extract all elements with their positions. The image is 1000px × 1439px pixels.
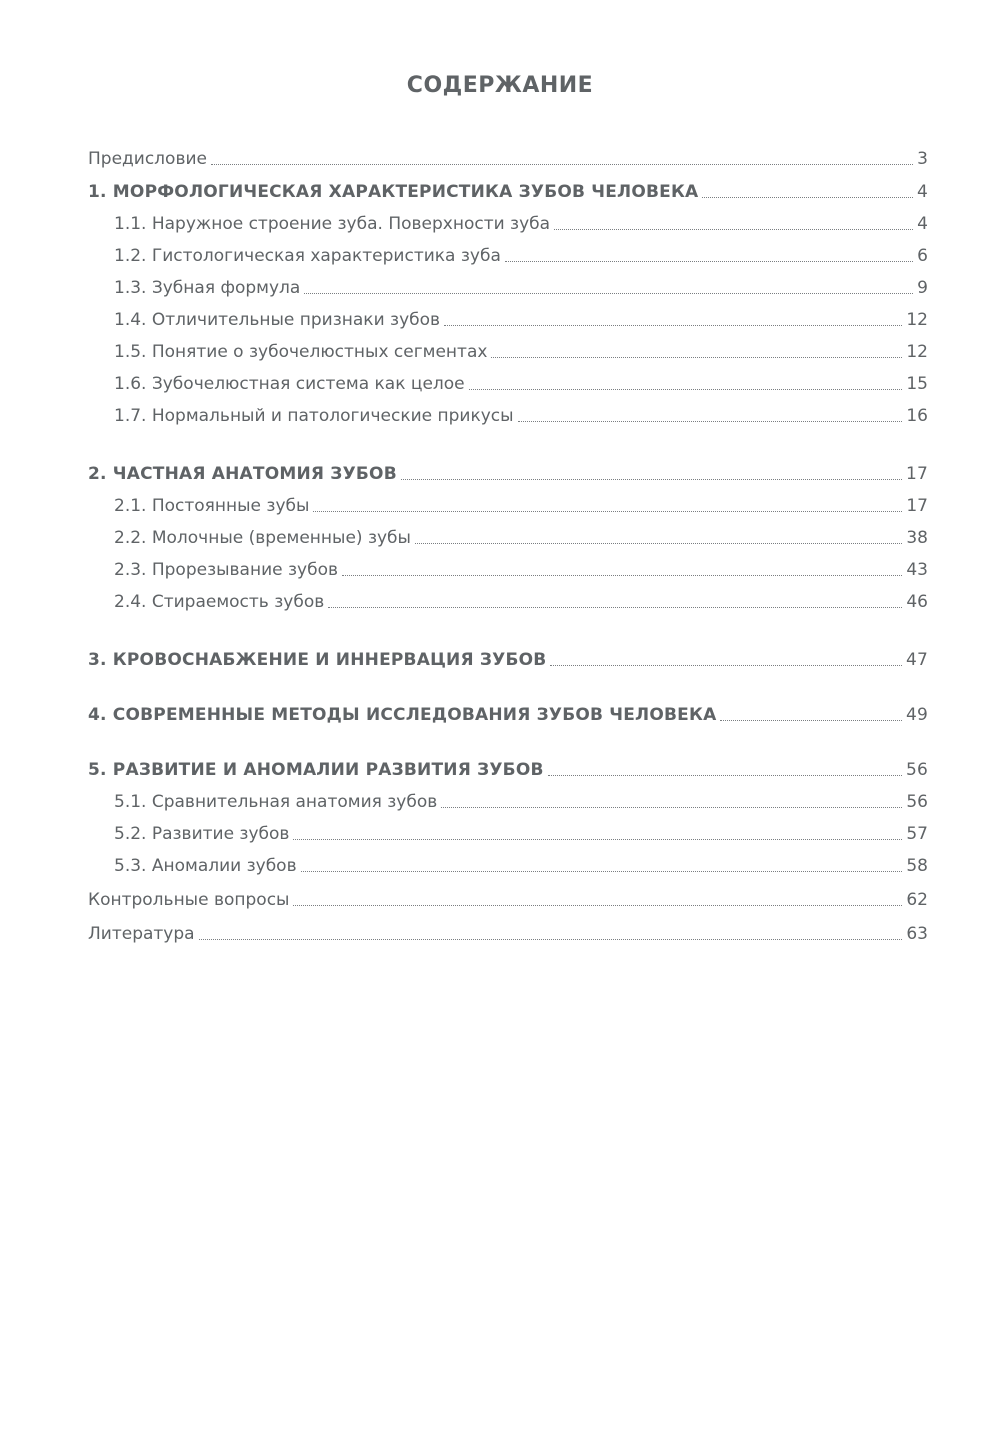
dot-leader: [491, 357, 902, 358]
dot-leader: [293, 905, 902, 906]
toc-entry-page: 47: [905, 650, 928, 670]
toc-entry-page: 56: [905, 760, 928, 780]
toc-entry-page: 12: [906, 342, 928, 362]
toc-entry-label: 1.4. Отличительные признаки зубов: [114, 310, 441, 330]
toc-entry-label: Литература: [88, 924, 195, 944]
dot-leader: [415, 543, 902, 544]
toc-entry-label: Контрольные вопросы: [88, 890, 290, 910]
toc-entry-label: 1. МОРФОЛОГИЧЕСКАЯ ХАРАКТЕРИСТИКА ЗУБОВ ЧЕЛОВЕКА: [88, 182, 699, 202]
toc-entry-page: 46: [906, 592, 928, 612]
toc-entry-page: 3: [917, 149, 928, 169]
dot-leader: [199, 939, 903, 940]
toc-entry-page: 38: [906, 528, 928, 548]
toc-entry-section-2-3[interactable]: [114, 555, 928, 581]
dot-leader: [441, 807, 902, 808]
dot-leader: [505, 261, 913, 262]
toc-entry-chapter-2[interactable]: [88, 459, 928, 485]
dot-leader: [550, 665, 902, 666]
toc-entry-label: 1.2. Гистологическая характеристика зуба: [114, 246, 501, 266]
toc-entry-section-1-1[interactable]: [114, 209, 928, 235]
toc-entry-label: 1.7. Нормальный и патологические прикусы: [114, 406, 514, 426]
toc-entry-label: 5.3. Аномалии зубов: [114, 856, 297, 876]
toc-entry-page: 4: [917, 214, 928, 234]
toc-entry-section-2-1[interactable]: [114, 491, 928, 517]
toc-entry-label: Предисловие: [88, 149, 207, 169]
dot-leader: [301, 871, 903, 872]
toc-entry-page: 62: [906, 890, 928, 910]
toc-entry-label: 5.1. Сравнительная анатомия зубов: [114, 792, 438, 812]
toc-entry-chapter-1[interactable]: [88, 177, 928, 203]
dot-leader: [548, 775, 902, 776]
toc-entry-page: 43: [906, 560, 928, 580]
toc-entry-page: 58: [906, 856, 928, 876]
toc-entry-label: 2.4. Стираемость зубов: [114, 592, 325, 612]
toc-entry-page: 16: [906, 406, 928, 426]
toc-entry-section-1-7[interactable]: [114, 401, 928, 427]
toc-entry-section-5-3[interactable]: [114, 851, 928, 877]
toc-entry-label: 2.3. Прорезывание зубов: [114, 560, 338, 580]
toc-entry-page: 57: [906, 824, 928, 844]
toc-entry-section-2-2[interactable]: [114, 523, 928, 549]
toc-entry-page: 49: [905, 705, 928, 725]
toc-entry-label: 5. РАЗВИТИЕ И АНОМАЛИИ РАЗВИТИЯ ЗУБОВ: [88, 760, 544, 780]
dot-leader: [328, 607, 902, 608]
dot-leader: [293, 839, 902, 840]
toc-entry-page: 63: [906, 924, 928, 944]
toc-entry-section-2-4[interactable]: [114, 587, 928, 613]
toc-entry-label: 1.5. Понятие о зубочелюстных сегментах: [114, 342, 488, 362]
dot-leader: [401, 479, 902, 480]
toc-entry-page: 6: [917, 246, 928, 266]
toc-entry-label: 1.6. Зубочелюстная система как целое: [114, 374, 465, 394]
toc-entry-label: 2. ЧАСТНАЯ АНАТОМИЯ ЗУБОВ: [88, 464, 397, 484]
dot-leader: [702, 197, 913, 198]
toc-entry-label: 3. КРОВОСНАБЖЕНИЕ И ИННЕРВАЦИЯ ЗУБОВ: [88, 650, 547, 670]
dot-leader: [304, 293, 913, 294]
dot-leader: [313, 511, 902, 512]
dot-leader: [720, 720, 902, 721]
toc-entry-label: 1.1. Наружное строение зуба. Поверхности зуба: [114, 214, 551, 234]
toc-entry-label: 1.3. Зубная формула: [114, 278, 301, 298]
toc-entry-page: 56: [906, 792, 928, 812]
toc-entry-section-5-1[interactable]: [114, 787, 928, 813]
dot-leader: [469, 389, 903, 390]
toc-entry-section-5-2[interactable]: [114, 819, 928, 845]
toc-entry-page: 12: [906, 310, 928, 330]
toc-entry-page: 9: [917, 278, 928, 298]
page-title: СОДЕРЖАНИЕ: [406, 73, 594, 98]
toc-entry-section-1-3[interactable]: [114, 273, 928, 299]
toc-entry-label: 2.1. Постоянные зубы: [114, 496, 310, 516]
toc-entry-section-1-4[interactable]: [114, 305, 928, 331]
toc-entry-chapter-5[interactable]: [88, 755, 928, 781]
toc-entry-page: 17: [906, 496, 928, 516]
toc-entry-section-1-6[interactable]: [114, 369, 928, 395]
toc-entry-page: 17: [905, 464, 928, 484]
dot-leader: [518, 421, 903, 422]
toc-entry-label: 4. СОВРЕМЕННЫЕ МЕТОДЫ ИССЛЕДОВАНИЯ ЗУБОВ ЧЕЛОВЕКА: [88, 705, 717, 725]
toc-entry-chapter-4[interactable]: [88, 700, 928, 726]
toc-entry-literature[interactable]: [88, 919, 928, 945]
dot-leader: [211, 164, 913, 165]
toc-entry-label: 2.2. Молочные (временные) зубы: [114, 528, 411, 548]
toc-entry-chapter-3[interactable]: [88, 645, 928, 671]
dot-leader: [444, 325, 902, 326]
toc-entry-section-1-5[interactable]: [114, 337, 928, 363]
toc-entry-section-1-2[interactable]: [114, 241, 928, 267]
toc-entry-control-questions[interactable]: [88, 885, 928, 911]
toc-entry-label: 5.2. Развитие зубов: [114, 824, 290, 844]
toc-entry-page: 4: [916, 182, 928, 202]
dot-leader: [342, 575, 902, 576]
dot-leader: [554, 229, 913, 230]
toc-entry-preface[interactable]: [88, 144, 928, 170]
toc-entry-page: 15: [906, 374, 928, 394]
